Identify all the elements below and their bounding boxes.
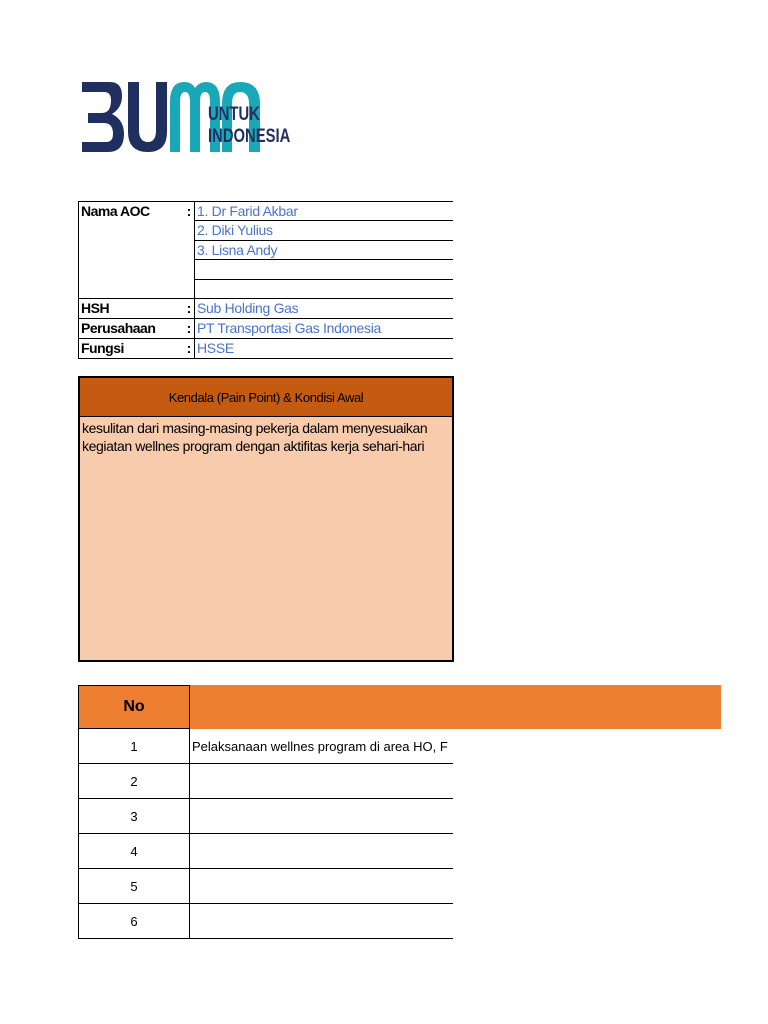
row-number: 1	[78, 729, 190, 763]
action-table	[78, 685, 721, 939]
table-header	[78, 685, 721, 729]
row-number: 6	[78, 904, 190, 938]
row-text	[190, 904, 453, 938]
colon: :	[186, 340, 192, 356]
pain-point-body: kesulitan dari masing-masing pekerja dalam menyesuaikan kegiatan wellnes program dengan aktifitas kerja sehari-hari	[82, 420, 428, 454]
aoc-name: 3. Lisna Andy	[194, 241, 453, 260]
table-row	[78, 904, 453, 939]
row-text	[190, 799, 453, 833]
logo-tagline	[208, 104, 290, 148]
colon: :	[186, 320, 192, 336]
fungsi-label: Fungsi	[78, 339, 184, 358]
aoc-label: Nama AOC	[78, 202, 184, 298]
logo-tagline-line1: UNTUK	[208, 104, 260, 125]
aoc-row	[78, 202, 453, 299]
row-text	[190, 764, 453, 798]
table-row	[78, 799, 453, 834]
row-text	[190, 869, 453, 903]
row-number: 4	[78, 834, 190, 868]
perusahaan-value: PT Transportasi Gas Indonesia	[194, 319, 453, 338]
row-number: 5	[78, 869, 190, 903]
perusahaan-row	[78, 319, 453, 339]
colon: :	[186, 203, 192, 219]
table-row	[78, 834, 453, 869]
hsh-value: Sub Holding Gas	[194, 299, 453, 318]
aoc-name	[194, 280, 453, 298]
aoc-name: 1. Dr Farid Akbar	[194, 202, 453, 221]
logo-tagline-line2: INDONESIA	[208, 126, 291, 147]
row-text	[190, 834, 453, 868]
aoc-name	[194, 260, 453, 279]
pain-point-title: Kendala (Pain Point) & Kondisi Awal	[80, 378, 452, 417]
no-header: No	[78, 685, 190, 729]
aoc-names	[194, 202, 453, 298]
row-text: Pelaksanaan wellnes program di area HO, F	[192, 738, 448, 754]
pain-point-box	[78, 376, 454, 662]
fungsi-value: HSSE	[194, 339, 453, 358]
aoc-name: 2. Diki Yulius	[194, 221, 453, 240]
fungsi-row	[78, 339, 453, 359]
hsh-label: HSH	[78, 299, 184, 318]
description-header	[190, 685, 721, 729]
table-row	[78, 729, 453, 764]
colon: :	[186, 300, 192, 316]
perusahaan-label: Perusahaan	[78, 319, 184, 338]
table-row	[78, 764, 453, 799]
row-number: 3	[78, 799, 190, 833]
table-row	[78, 869, 453, 904]
info-table	[78, 201, 453, 359]
hsh-row	[78, 299, 453, 319]
row-number: 2	[78, 764, 190, 798]
